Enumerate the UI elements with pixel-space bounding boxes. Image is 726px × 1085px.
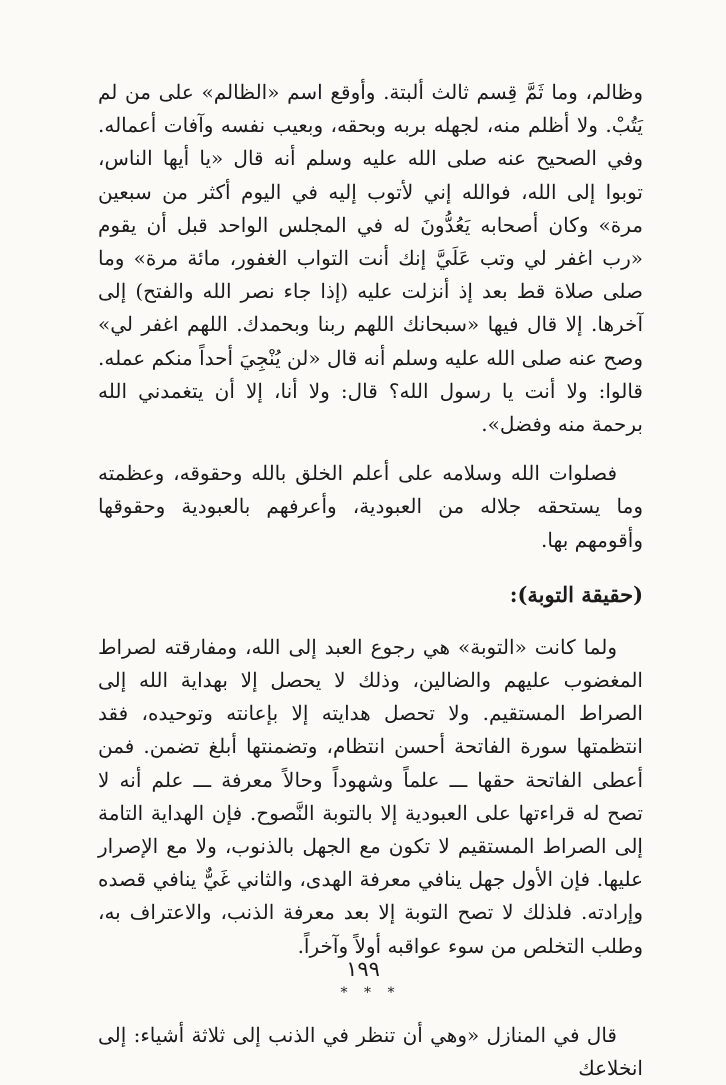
paragraph-manazil-quote: قال في المنازل «وهي أن تنظر في الذنب إلى ثلاثة أشياء: إلى انخلاعك [98,1022,643,1081]
section-heading: (حقيقة التوبة): [509,581,643,607]
paragraph-prophet-repentance: وظالم، وما ثَمَّ قِسم ثالث ألبتة. وأوقع اسم «الظالم» على من لم يَتُبْ. ولا أظلم منه، لجهله بربه وبحقه، وبعيب نفسه وآفات أعماله. وفي الصحيح عنه صلى الله عليه وسلم أنه قال «يا أيها الناس، توبوا إلى الله، فوالله إني لأتوب إليه في اليوم أكثر من سبعين مرة» وكان أصحابه يَعُدُّونَ له في المجلس الواحد قبل أن يقوم «رب اغفر لي وتب عَلَيَّ إنك أنت التواب الغفور، مائة مرة» وما صلى صلاة قط بعد إذ أنزلت عليه (إذا جاء نصر الله والفتح) إلى آخرها. إلا قال فيها «سبحانك اللهم ربنا وبحمدك. اللهم اغفر لي» وصح عنه صلى الله عليه وسلم أنه قال «لن يُنْجِيَ أحداً منكم عمله. قالوا: ولا أنت يا رسول الله؟ قال: ولا أنا، إلا أن يتغمدني الله برحمة منه وفضل». [98,80,643,437]
section-separator: * * * [340,984,401,1001]
paragraph-salutation: فصلوات الله وسلامه على أعلم الخلق بالله وحقوقه، وعظمته وما يستحقه جلاله من العبودية، وأعرفهم بالعبودية وحقوقها وأقومهم بها. [98,461,643,552]
book-page [98,76,643,1081]
page-number: ١٩٩ [346,957,380,981]
paragraph-reality-of-repentance: ولما كانت «التوبة» هي رجوع العبد إلى الله، ومفارقته لصراط المغضوب عليهم والضالين، وذلك لا يحصل إلا بهداية الله إلى الصراط المستقيم. ولا تحصل هدايته إلا بإعانته وتوحيده، فقد انتظمتها سورة الفاتحة أحسن انتظام، وتضمنتها أبلغ تضمن. فمن أعطى الفاتحة حقها ـــ علماً وشهوداً وحالاً معرفة ـــ علم أنه لا تصح له قراءتها على العبودية إلا بالتوبة النَّصوح. فإن الهداية التامة إلى الصراط المستقيم لا تكون مع الجهل بالذنوب، ولا مع الإصرار عليها. فإن الأول جهل ينافي معرفة الهدى، والثاني غَيٌّ ينافي قصده وإرادته. فلذلك لا تصح التوبة إلا بعد معرفة الذنب، والاعتراف به، وطلب التخلص من سوء عواقبه أولاً وآخراً. [98,634,643,958]
